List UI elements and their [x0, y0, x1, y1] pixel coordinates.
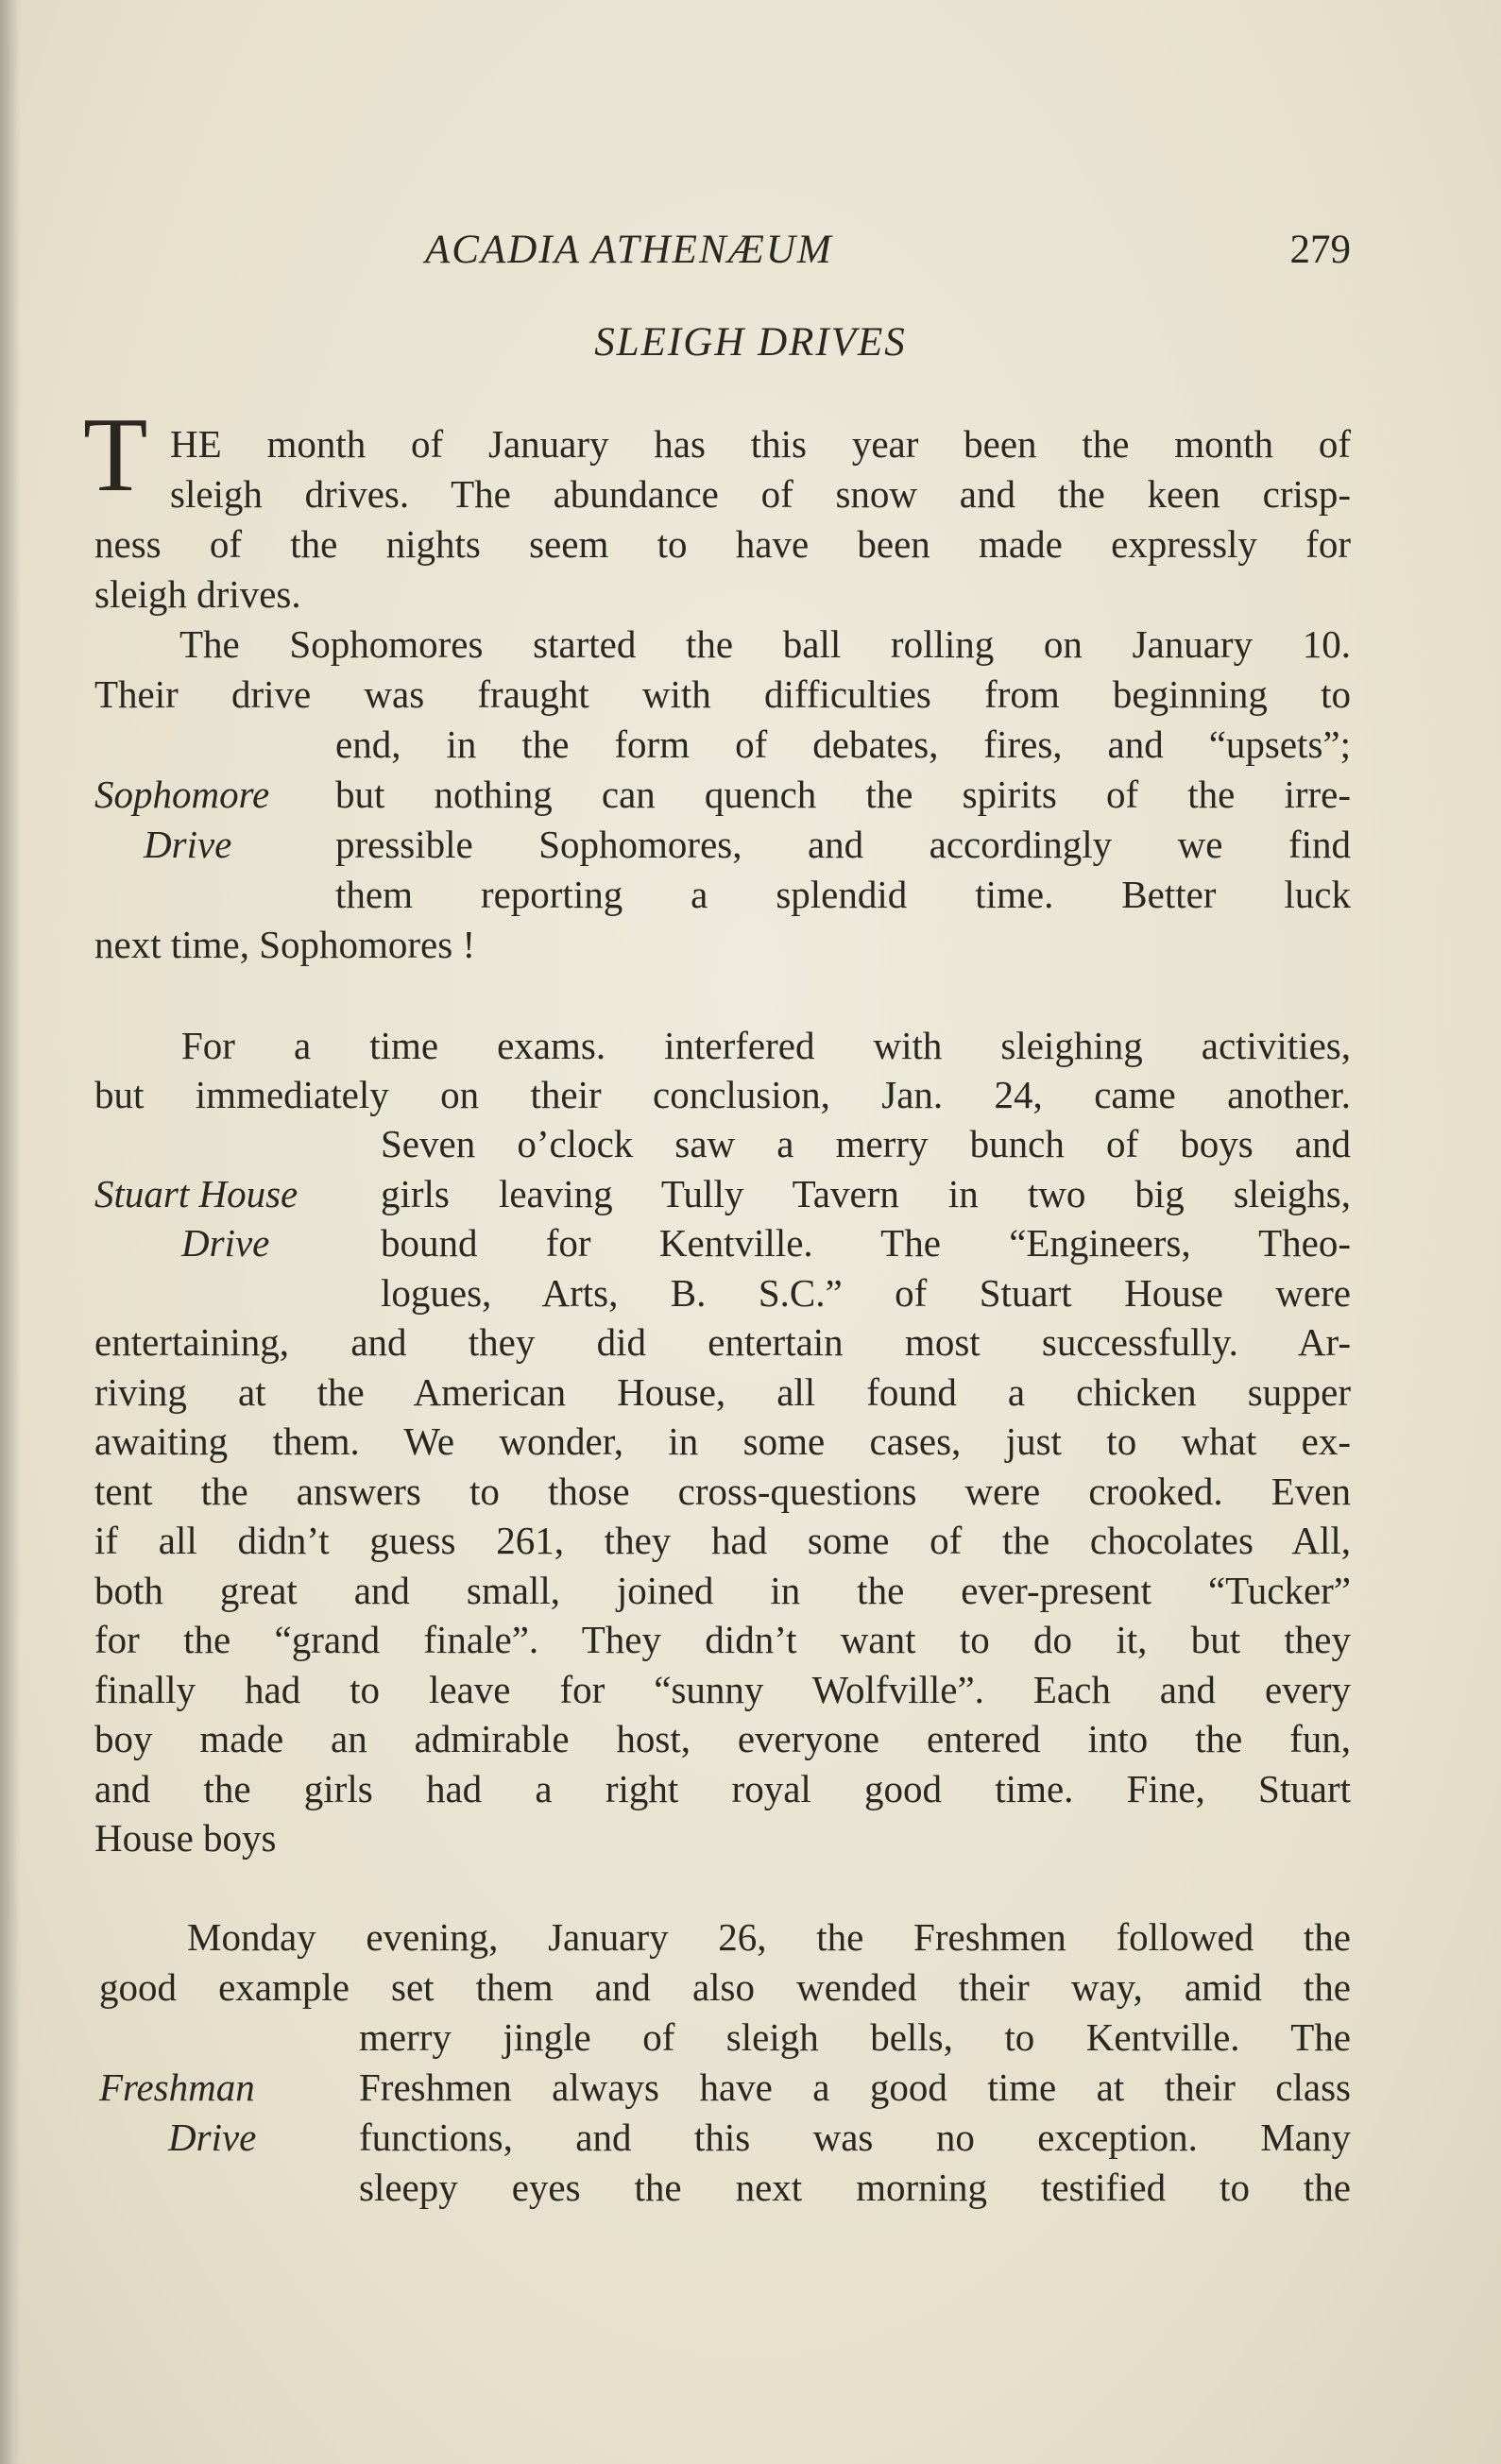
page-number: 279	[1289, 228, 1351, 272]
text-line: but nothing can quench the spirits of the irre-	[335, 773, 1351, 816]
side-head-freshman: Freshman	[99, 2065, 255, 2109]
side-head-sophomore: Sophomore	[94, 773, 270, 816]
text-line: end, in the form of debates, fires, and “upsets”;	[335, 722, 1351, 766]
side-head-stuart: Stuart House	[94, 1172, 298, 1215]
text-line: logues, Arts, B. S.C.” of Stuart House were	[381, 1271, 1351, 1315]
text-line: The Sophomores started the ball rolling on January 10.	[179, 622, 1351, 666]
article-title: SLEIGH DRIVES	[594, 320, 907, 365]
text-line: sleigh drives. The abundance of snow and the keen crisp-	[170, 472, 1351, 516]
text-line: House boys	[94, 1816, 277, 1860]
text-line: entertaining, and they did entertain most successfully. Ar-	[94, 1320, 1351, 1364]
text-line: HE month of January has this year been the month of	[170, 422, 1351, 466]
text-line: ness of the nights seem to have been made expressly for	[94, 522, 1351, 566]
text-line: but immediately on their conclusion, Jan. 24, came another.	[94, 1073, 1351, 1116]
text-line: if all didn’t guess 261, they had some of the chocolates All,	[94, 1519, 1351, 1562]
text-line: functions, and this was no exception. Many	[359, 2116, 1351, 2159]
text-line: Monday evening, January 26, the Freshmen followed the	[187, 1915, 1351, 1959]
text-line: pressible Sophomores, and accordingly we find	[335, 823, 1351, 866]
text-line: riving at the American House, all found a chicken supper	[94, 1370, 1351, 1414]
running-title: ACADIA ATHENÆUM	[425, 228, 833, 272]
side-head-freshman-drive: Drive	[168, 2116, 257, 2159]
text-line: For a time exams. interfered with sleighing activities,	[181, 1024, 1351, 1067]
text-line: Their drive was fraught with difficulties from beginning to	[94, 672, 1351, 716]
text-line: girls leaving Tully Tavern in two big sleighs,	[381, 1172, 1351, 1215]
side-head-stuart-drive: Drive	[181, 1221, 270, 1265]
text-line: sleepy eyes the next morning testified to the	[359, 2166, 1351, 2209]
text-line: finally had to leave for “sunny Wolfville”. Each and every	[94, 1668, 1351, 1711]
side-head-sophomore-drive: Drive	[144, 823, 232, 866]
text-line: tent the answers to those cross-questions were crooked. Even	[94, 1470, 1351, 1513]
text-line: them reporting a splendid time. Better luck	[335, 873, 1351, 916]
text-line: both great and small, joined in the ever-present “Tucker”	[94, 1569, 1351, 1612]
binding-gutter	[0, 0, 21, 2464]
text-line: Seven o’clock saw a merry bunch of boys and	[381, 1122, 1351, 1165]
text-line: next time, Sophomores !	[94, 923, 476, 966]
text-line: bound for Kentville. The “Engineers, Theo-	[381, 1221, 1351, 1265]
text-line: for the “grand finale”. They didn’t want to do it, but they	[94, 1618, 1351, 1661]
text-line: and the girls had a right royal good time. Fine, Stuart	[94, 1767, 1351, 1810]
text-line: Freshmen always have a good time at their class	[359, 2065, 1351, 2109]
text-line: merry jingle of sleigh bells, to Kentville. The	[359, 2015, 1351, 2059]
text-line: sleigh drives.	[94, 572, 301, 616]
text-line: awaiting them. We wonder, in some cases, just to what ex-	[94, 1419, 1351, 1463]
text-line: good example set them and also wended their way, amid the	[99, 1965, 1351, 2009]
drop-cap: T	[83, 397, 148, 514]
running-header	[94, 227, 1351, 283]
text-line: boy made an admirable host, everyone entered into the fun,	[94, 1717, 1351, 1760]
